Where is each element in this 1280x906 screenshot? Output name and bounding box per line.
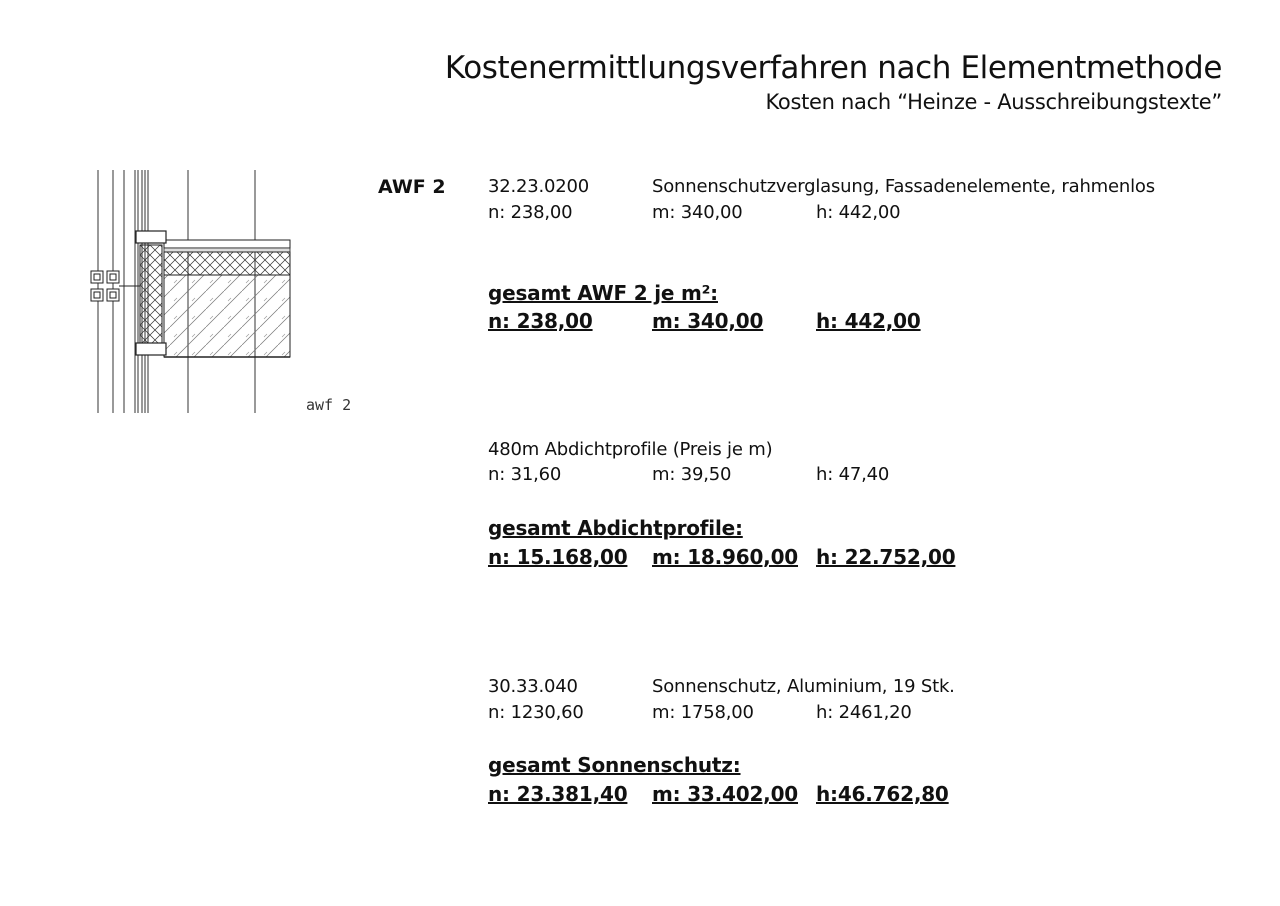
- item-description: Sonnenschutz, Aluminium, 19 Stk.: [652, 676, 955, 697]
- total-m: m: 340,00: [652, 309, 764, 333]
- item-code: 30.33.040: [488, 676, 578, 697]
- total-h: h: 442,00: [816, 309, 921, 333]
- facade-detail-drawing: [80, 165, 370, 420]
- total-n: n: 238,00: [488, 309, 593, 333]
- price-h: h: 2461,20: [816, 702, 912, 723]
- price-m: m: 340,00: [652, 202, 743, 223]
- total-label: gesamt AWF 2 je m²:: [488, 281, 718, 305]
- page-subtitle: Kosten nach “Heinze - Ausschreibungstexte”: [765, 90, 1222, 114]
- total-h: h: 22.752,00: [816, 545, 956, 569]
- total-h: h:46.762,80: [816, 782, 949, 806]
- total-n: n: 15.168,00: [488, 545, 628, 569]
- page-title: Kostenermittlungsverfahren nach Elementmethode: [444, 50, 1222, 86]
- item-code: 32.23.0200: [488, 176, 590, 197]
- price-n: n: 1230,60: [488, 702, 584, 723]
- total-label: gesamt Sonnenschutz:: [488, 753, 741, 777]
- price-h: h: 47,40: [816, 464, 890, 485]
- price-n: n: 31,60: [488, 464, 562, 485]
- total-n: n: 23.381,40: [488, 782, 628, 806]
- item-description: Sonnenschutzverglasung, Fassadenelemente, rahmenlos: [652, 176, 1155, 197]
- price-h: h: 442,00: [816, 202, 901, 223]
- element-label: AWF 2: [378, 176, 446, 198]
- price-n: n: 238,00: [488, 202, 573, 223]
- drawing-caption: awf 2: [306, 396, 352, 414]
- total-m: m: 33.402,00: [652, 782, 799, 806]
- total-m: m: 18.960,00: [652, 545, 799, 569]
- item-description: 480m Abdichtprofile (Preis je m): [488, 439, 773, 460]
- price-m: m: 39,50: [652, 464, 732, 485]
- total-label: gesamt Abdichtprofile:: [488, 516, 743, 540]
- price-m: m: 1758,00: [652, 702, 754, 723]
